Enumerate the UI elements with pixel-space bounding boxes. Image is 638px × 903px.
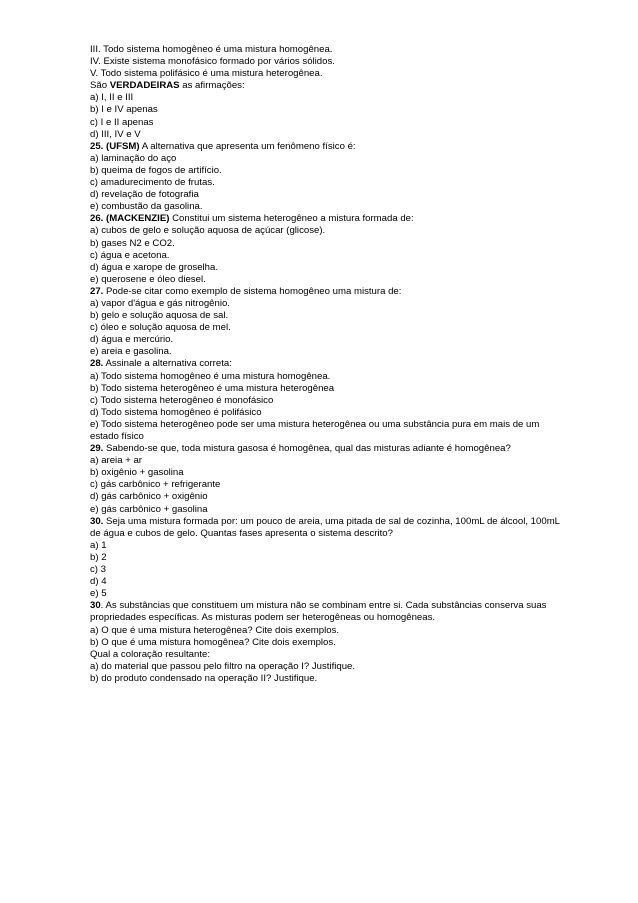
option-line: b) oxigênio + gasolina — [90, 467, 184, 479]
option-line: e) Todo sistema heterogêneo pode ser uma mistura heterogênea ou uma substância pura em mais de um estado físico — [90, 418, 540, 442]
option-line: a) areia + ar — [90, 455, 142, 467]
question-24-prompt — [90, 80, 560, 92]
question-number: 26. (MACKENZIE) — [90, 213, 170, 225]
question-text: A alternativa que apresenta um fenômeno físico é: — [139, 140, 356, 152]
statement-line: V. Todo sistema polifásico é uma mistura heterogênea. — [90, 68, 323, 80]
prompt-suffix: as afirmações: — [179, 80, 245, 92]
question-text: . As substâncias que constituem um mistura não se combinam entre si. Cada substâncias conserva suas propriedades específicas. As misturas podem ser heterogêneas ou homogêneas. — [90, 600, 547, 624]
question-text: Sabendo-se que, toda mistura gasosa é homogênea, qual das misturas adiante é homogênea? — [103, 443, 511, 455]
question-number: 25. (UFSM) — [90, 140, 140, 152]
option-line: c) I e II apenas — [90, 116, 154, 128]
option-line: a) Todo sistema homogêneo é uma mistura homogênea. — [90, 370, 331, 382]
option-line: e) areia e gasolina. — [90, 346, 172, 358]
option-line: a) I, II e III — [90, 92, 134, 104]
option-line: d) Todo sistema homogêneo é polifásico — [90, 406, 262, 418]
item-line: b) O que é uma mistura homogênea? Cite dois exemplos. — [90, 636, 336, 648]
question-number: 30 — [90, 600, 101, 612]
option-line: d) água e mercúrio. — [90, 334, 174, 346]
question-text: Assinale a alternativa correta: — [103, 358, 232, 370]
question-28-heading — [90, 358, 560, 370]
option-line: d) gás carbônico + oxigênio — [90, 491, 208, 503]
option-line: d) revelação de fotografia — [90, 189, 199, 201]
option-line: a) vapor d'água e gás nitrogênio. — [90, 297, 230, 309]
item-line: Qual a coloração resultante: — [90, 648, 210, 660]
item-line: a) O que é uma mistura heterogênea? Cite dois exemplos. — [90, 624, 340, 636]
option-line: e) 5 — [90, 588, 107, 600]
option-line: c) água e acetona. — [90, 249, 170, 261]
option-line: c) amadurecimento de frutas. — [90, 177, 215, 189]
option-line: a) cubos de gelo e solução aquosa de açúcar (glicose). — [90, 225, 326, 237]
question-number: 29. — [90, 443, 104, 455]
option-line: c) gás carbônico + refrigerante — [90, 479, 221, 491]
option-line: b) gelo e solução aquosa de sal. — [90, 310, 229, 322]
option-line: a) 1 — [90, 539, 107, 551]
option-line: e) gás carbônico + gasolina — [90, 503, 208, 515]
question-26-heading — [90, 213, 560, 225]
item-line: a) do material que passou pelo filtro na operação I? Justifique. — [90, 660, 356, 672]
option-line: e) querosene e óleo diesel. — [90, 273, 206, 285]
option-line: b) queima de fogos de artifício. — [90, 164, 222, 176]
option-line: d) III, IV e V — [90, 128, 141, 140]
option-line: b) I e IV apenas — [90, 104, 158, 116]
option-line: e) combustão da gasolina. — [90, 201, 203, 213]
option-line: b) gases N2 e CO2. — [90, 237, 175, 249]
question-text: Constitui um sistema heterogêneo a mistura formada de: — [169, 213, 414, 225]
statement-line: III. Todo sistema homogêneo é uma mistura homogênea. — [90, 44, 333, 55]
prompt-prefix: São — [90, 80, 110, 92]
question-text: Pode-se citar como exemplo de sistema homogêneo uma mistura de: — [103, 285, 402, 297]
option-line: c) óleo e solução aquosa de mel. — [90, 322, 231, 334]
document-page — [90, 44, 560, 685]
question-30b-heading — [90, 600, 560, 624]
option-line: b) Todo sistema heterogêneo é uma mistura heterogênea — [90, 382, 335, 394]
question-number: 30. — [90, 515, 104, 527]
item-line: b) do produto condensado na operação II? Justifique. — [90, 672, 318, 684]
question-29-heading — [90, 443, 560, 455]
option-line: d) água e xarope de groselha. — [90, 261, 219, 273]
question-30-heading — [90, 516, 560, 540]
option-line: b) 2 — [90, 551, 107, 563]
option-line: a) laminação do aço — [90, 152, 177, 164]
question-number: 28. — [90, 358, 104, 370]
question-25-heading — [90, 141, 560, 153]
question-27-heading — [90, 286, 560, 298]
prompt-emphasis: VERDADEIRAS — [109, 80, 180, 92]
option-line: c) 3 — [90, 564, 106, 576]
option-line: d) 4 — [90, 576, 107, 588]
statement-line: IV. Existe sistema monofásico formado por vários sólidos. — [90, 56, 335, 68]
option-line: c) Todo sistema heterogêneo é monofásico — [90, 394, 274, 406]
question-text: Seja uma mistura formada por: um pouco de areia, uma pitada de sal de cozinha, 100mL de álcool, 100mL de água e cubos de gelo. Quantas fases apresenta o sistema descrito? — [90, 515, 560, 539]
question-number: 27. — [90, 285, 104, 297]
